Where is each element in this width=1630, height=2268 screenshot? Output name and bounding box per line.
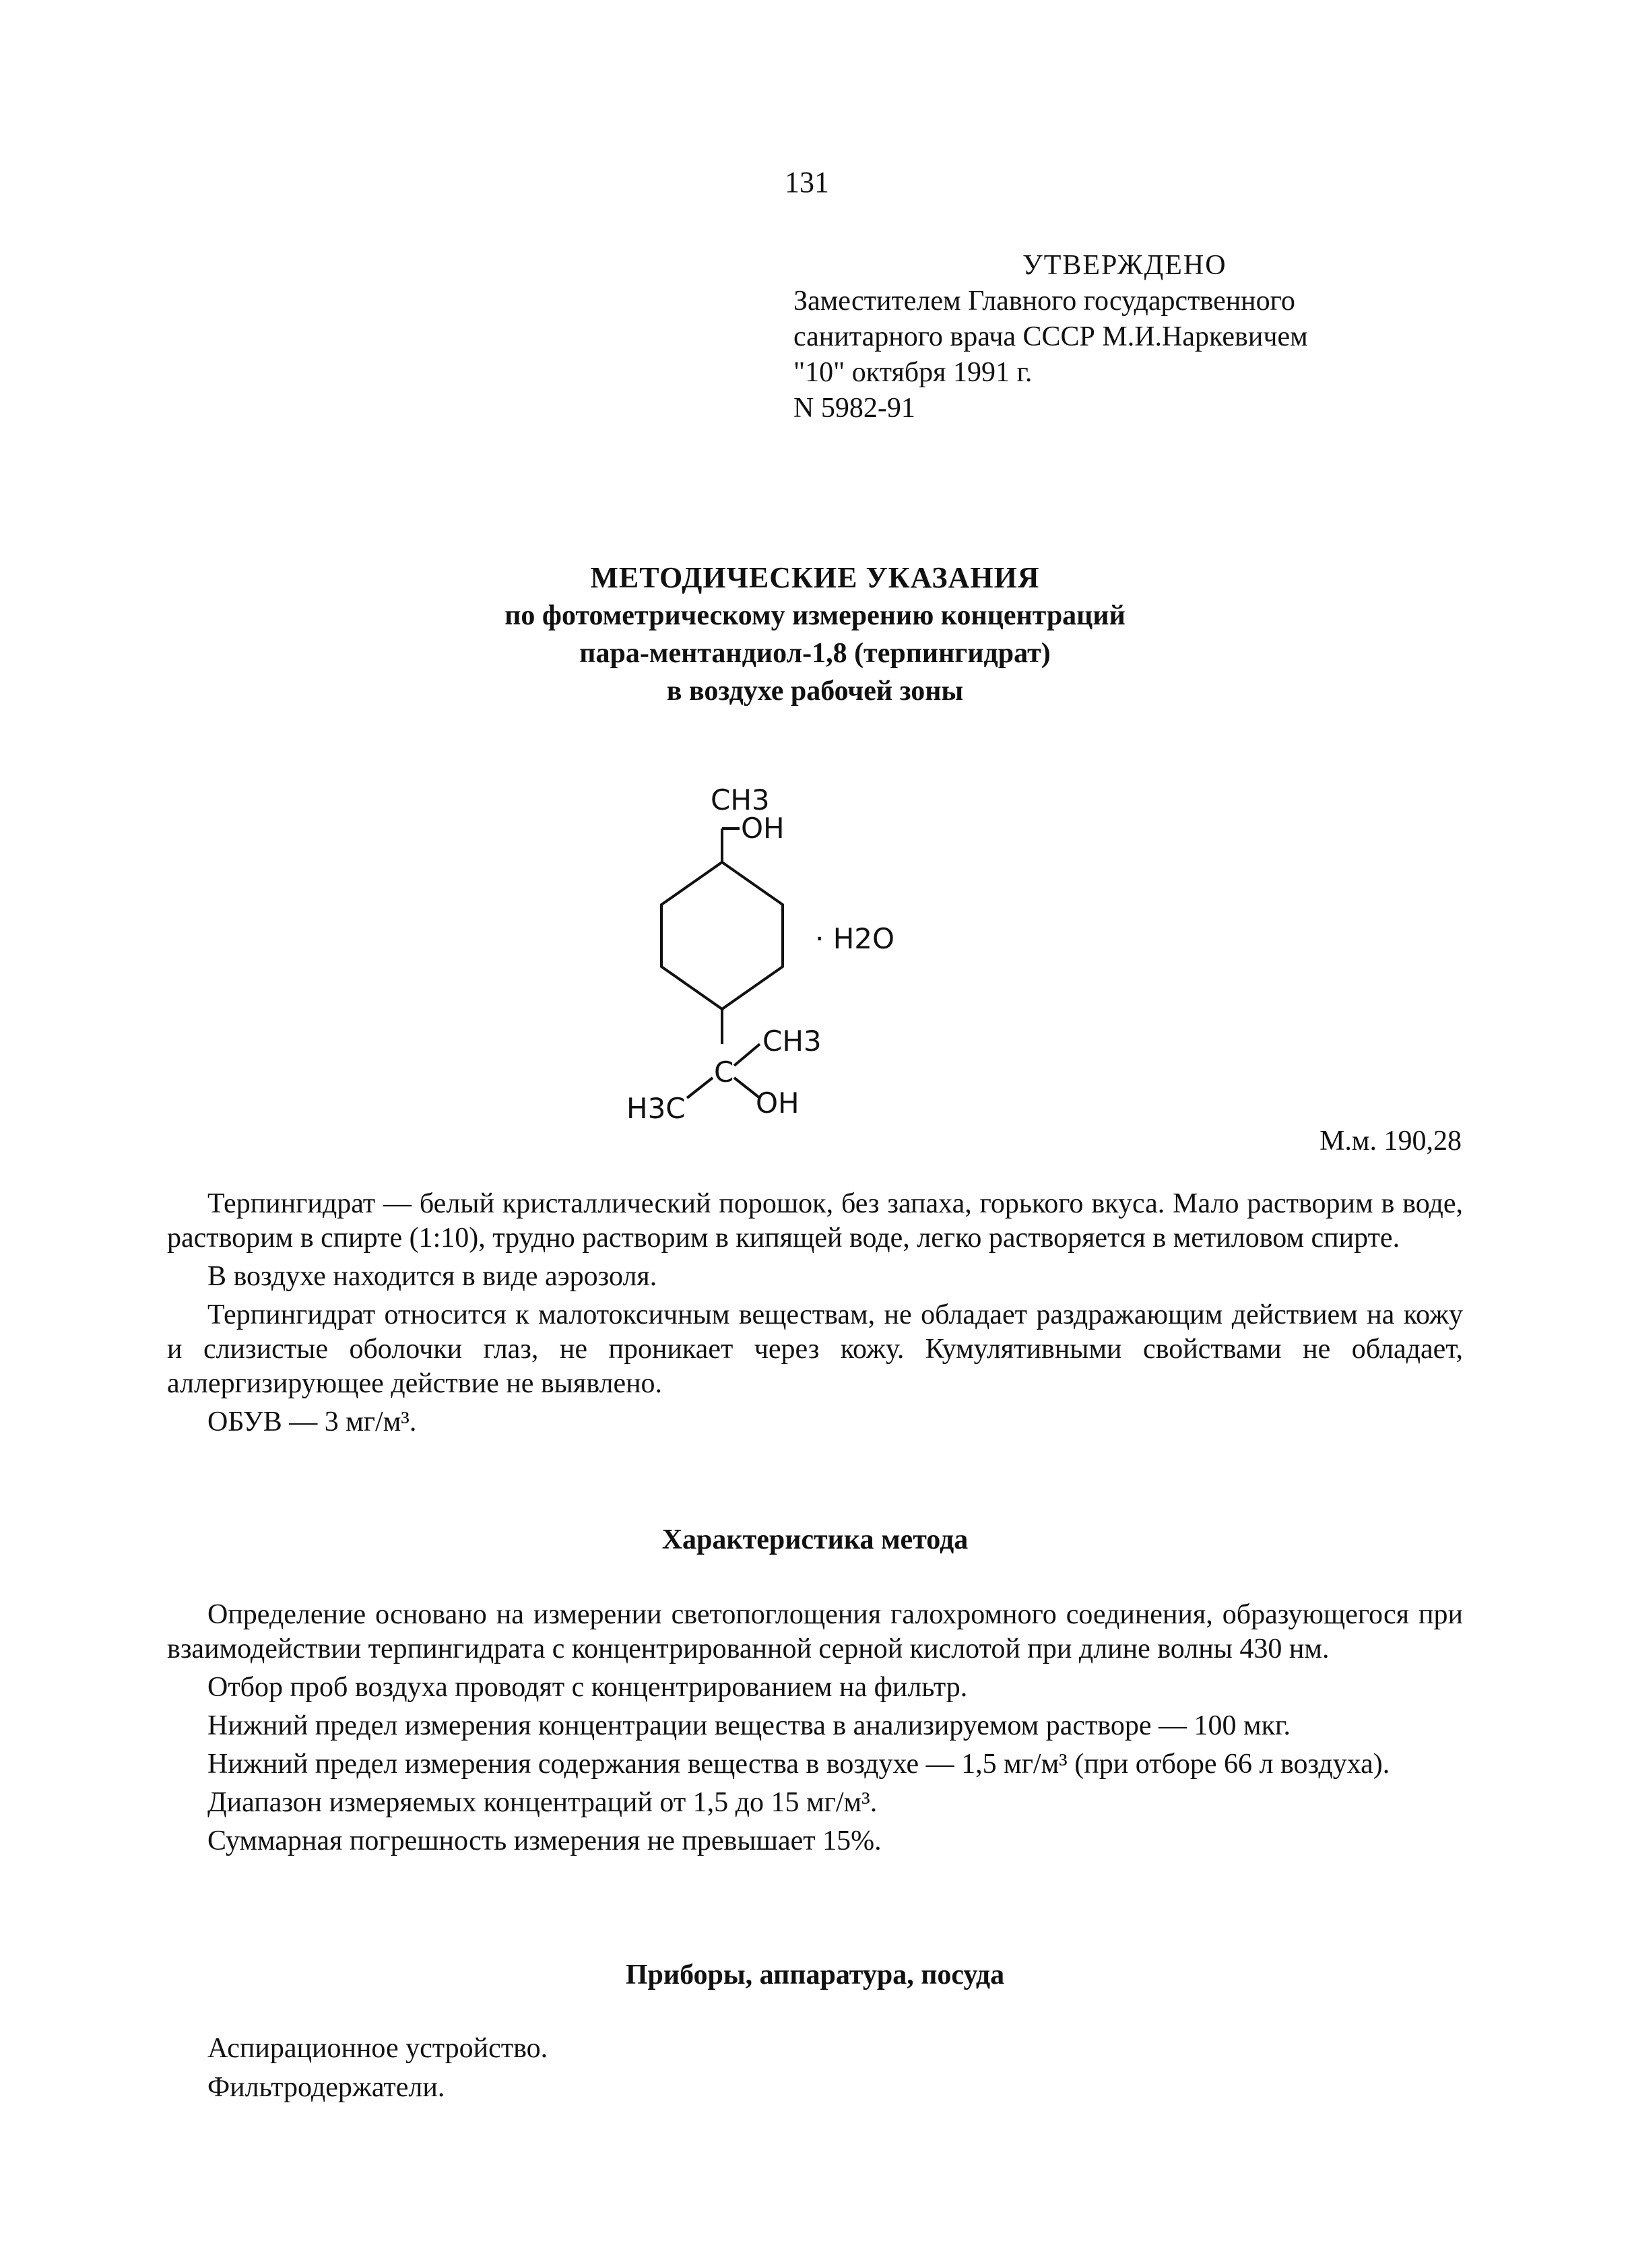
method-paragraph-2: Отбор проб воздуха проводят с концентрированием на фильтр. xyxy=(207,1672,968,1703)
list-item: Фильтродержатели. xyxy=(207,2072,445,2103)
obuv-value: ОБУВ — 3 мг/м³. xyxy=(207,1406,417,1437)
oh-top-label: OH xyxy=(741,812,785,845)
ch3-top-label: CH3 xyxy=(711,783,770,816)
method-text xyxy=(167,1598,1463,1862)
method-paragraph-6: Суммарная погрешность измерения не превышает 15%. xyxy=(207,1825,882,1856)
method-paragraph-3: Нижний предел измерения концентрации вещества в анализируемом растворе — 100 мкг. xyxy=(207,1710,1291,1741)
approval-number: N 5982-91 xyxy=(793,393,915,424)
document-title xyxy=(202,559,1428,710)
equipment-list xyxy=(207,2029,548,2107)
bond-ch3-right xyxy=(734,1044,760,1066)
title-line-2: по фотометрическому измерению концентраций xyxy=(504,600,1126,631)
intro-paragraph-2: В воздухе находится в виде аэрозоля. xyxy=(207,1261,657,1292)
method-paragraph-4: Нижний предел измерения содержания вещества в воздухе — 1,5 мг/м³ (при отборе 66 л воздуха). xyxy=(207,1749,1390,1780)
approval-block xyxy=(793,248,1308,426)
hydrate-label: · H2O xyxy=(815,922,895,955)
approval-line-2: санитарного врача СССР М.И.Наркевичем xyxy=(793,321,1308,352)
intro-text xyxy=(167,1187,1463,1444)
ch3-right-label: CH3 xyxy=(762,1025,822,1058)
structural-formula xyxy=(599,761,1017,1138)
intro-paragraph-1: Терпингидрат — белый кристаллический порошок, без запаха, горького вкуса. Мало растворим в воде, растворим в спирте (1:10), трудно растворим в кипящей воде, легко растворяется в метиловом спирте. xyxy=(167,1188,1463,1254)
h3c-label: H3C xyxy=(626,1092,686,1125)
section-heading-method: Характеристика метода xyxy=(661,1524,969,1555)
cyclohexane-ring xyxy=(661,862,783,1009)
c-center-label: C xyxy=(714,1056,734,1089)
molar-mass: М.м. 190,28 xyxy=(1319,1126,1462,1157)
method-paragraph-1: Определение основано на измерении светопоглощения галохромного соединения, образующегося при взаимодействии терпингидрата с концентрированной серной кислотой при длине волны 430 нм. xyxy=(167,1599,1463,1664)
approval-heading: УТВЕРЖДЕНО xyxy=(1022,250,1227,281)
approval-line-3: "10" октября 1991 г. xyxy=(793,357,1033,388)
oh-bottom-label: OH xyxy=(756,1087,800,1120)
title-line-3: пара-ментандиол-1,8 (терпингидрат) xyxy=(579,638,1051,669)
title-line-4: в воздухе рабочей зоны xyxy=(666,676,964,707)
title-line-1: МЕТОДИЧЕСКИЕ УКАЗАНИЯ xyxy=(590,561,1040,594)
approval-line-1: Заместителем Главного государственного xyxy=(793,286,1295,317)
intro-paragraph-3: Терпингидрат относится к малотоксичным веществам, не обладает раздражающим действием на кожу и слизистые оболочки глаз, не проникает через кожу. Кумулятивными свойствами не обладает, аллергизирующее действие не выявлено. xyxy=(167,1299,1463,1399)
section-heading-equipment: Приборы, аппаратура, посуда xyxy=(625,1959,1005,1990)
method-paragraph-5: Диапазон измеряемых концентраций от 1,5 до 15 мг/м³. xyxy=(207,1787,878,1818)
page-number: 131 xyxy=(785,166,829,199)
list-item: Аспирационное устройство. xyxy=(207,2033,548,2064)
bond-h3c-left xyxy=(687,1078,713,1098)
